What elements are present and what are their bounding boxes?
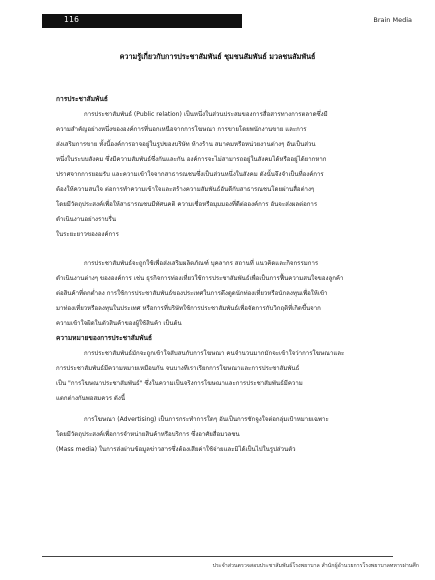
page-number: 116 bbox=[64, 15, 80, 24]
text-line: ส่งเสริมการขาย ทั้งนี้องค์การอาจอยู่ในรูปของบริษัท ห้างร้าน สมาคมหรือหน่วยงานต่างๆ อันเป็นส่วน bbox=[56, 141, 316, 148]
text-line: แตกต่างกันพอสมควร ดังนี้ bbox=[56, 395, 126, 402]
text-line: (Mass media) ในการส่งผ่านข้อมูลข่าวสารซึ่งต้องเสียค่าใช้จ่ายและมิได้เป็นไปในรูปส่วนตัว bbox=[56, 446, 296, 453]
text-line: การประชาสัมพันธ์มักจะถูกเข้าใจสับสนกับการโฆษณา คนจำนวนมากมักจะเข้าใจว่าการโฆษณาและ bbox=[84, 350, 345, 357]
text-line: ปราศจากการยอมรับ และความเข้าใจจากสาธารณชนซึ่งเป็นส่วนหนึ่งในสังคม ดังนั้นจึงจำเป็นที่องค์การ bbox=[56, 171, 324, 178]
paragraph-advertising-definition bbox=[56, 412, 386, 457]
text-line: การประชาสัมพันธ์ (Public relation) เป็นหนึ่งในส่วนประสมของการสื่อสารทางการตลาดซึ่งมี bbox=[84, 111, 328, 118]
paragraph-pr-vs-advertising bbox=[56, 346, 386, 406]
text-line: การประชาสัมพันธ์มีความหมายเหมือนกัน จนบางทีเราเรียกการโฆษณาและการประชาสัมพันธ์ bbox=[56, 365, 300, 372]
document-title: ความรู้เกี่ยวกับการประชาสัมพันธ์ ชุมชนสัมพันธ์ มวลชนสัมพันธ์ bbox=[119, 52, 316, 61]
text-line: ดำเนินงานต่างๆ ขององค์การ เช่น ธุรกิจการท่องเที่ยวใช้การประชาสัมพันธ์เพื่อเป็นการฟื้นความสนใจของลูกค้า bbox=[56, 275, 344, 282]
page-footer: ประจำส่วนตรวจสอบประชาสัมพันธ์โรงพยาบาล สำนักผู้อำนวยการโรงพยาบาลทหารผ่านศึก bbox=[212, 563, 419, 569]
section-heading-pr-meaning: ความหมายของการประชาสัมพันธ์ bbox=[56, 334, 153, 342]
section-heading-public-relations: การประชาสัมพันธ์ bbox=[56, 95, 108, 103]
text-line: หนึ่งในระบบสังคม ซึ่งมีความสัมพันธ์ซึ่งกันและกัน องค์การจะไม่สามารถอยู่ในสังคมได้หรืออยู่ได้ยากหาก bbox=[56, 156, 327, 163]
document-body bbox=[56, 92, 386, 457]
paragraph-pr-usage bbox=[56, 256, 386, 331]
text-line: โดยมีวัตถุประสงค์เพื่อการจำหน่ายสินค้าหรือบริการ ซึ่งอาศัยสื่อมวลชน bbox=[56, 431, 240, 438]
paragraph-pr-definition bbox=[56, 107, 386, 242]
page-header bbox=[42, 14, 412, 28]
brand-name: Brain Media bbox=[373, 16, 412, 24]
paragraph-spacer bbox=[56, 242, 386, 256]
text-line: ในระยะยาวขององค์การ bbox=[56, 231, 119, 238]
text-line: การประชาสัมพันธ์จะถูกใช้เพื่อส่งเสริมผลิตภัณฑ์ บุคลากร สถานที่ แนวคิดและกิจกรรมการ bbox=[84, 260, 319, 267]
text-line: ดำเนินงานอย่างราบรื่น bbox=[56, 216, 116, 223]
page-number-bar bbox=[42, 14, 242, 28]
text-line: ต้องให้ความสนใจ ต่อการทำความเข้าใจและสร้างความสัมพันธ์อันดีกับสาธารณชนโดยผ่านสื่อต่างๆ bbox=[56, 186, 315, 193]
text-line: ต่อสินค้าที่ตกต่ำลง การใช้การประชาสัมพันธ์ของประเทศในการดึงดูดนักท่องเที่ยวหรือนักลงทุนเพื่อให้เข้า bbox=[56, 290, 328, 297]
text-line: เป็น "การโฆษณาประชาสัมพันธ์" ซึ่งในความเป็นจริงการโฆษณาและการประชาสัมพันธ์มีความ bbox=[56, 380, 303, 387]
text-line: มาท่องเที่ยวหรือลงทุนในประเทศ หรือการที่บริษัทใช้การประชาสัมพันธ์เพื่อจัดการกับวิกฤติที่เกิดขึ้นจาก bbox=[56, 305, 321, 312]
footer-divider bbox=[42, 556, 393, 557]
text-line: ความสำคัญอย่างหนึ่งขององค์การที่นอกเหนือจากการโฆษณา การขายโดยพนักงานขาย และการ bbox=[56, 126, 307, 133]
text-line: การโฆษณา (Advertising) เป็นการกระทำการใดๆ อันเป็นการชักจูงใจต่อกลุ่มเป้าหมายเฉพาะ bbox=[84, 416, 329, 423]
text-line: ความเข้าใจผิดในตัวสินค้าของผู้ใช้สินค้า เป็นต้น bbox=[56, 320, 182, 327]
text-line: โดยมีวัตถุประสงค์เพื่อให้สาธารณชนมีทัศนคติ ความเชื่อหรือมุมมองที่ดีต่อองค์การ อันจะส่งผลต่อการ bbox=[56, 201, 318, 208]
